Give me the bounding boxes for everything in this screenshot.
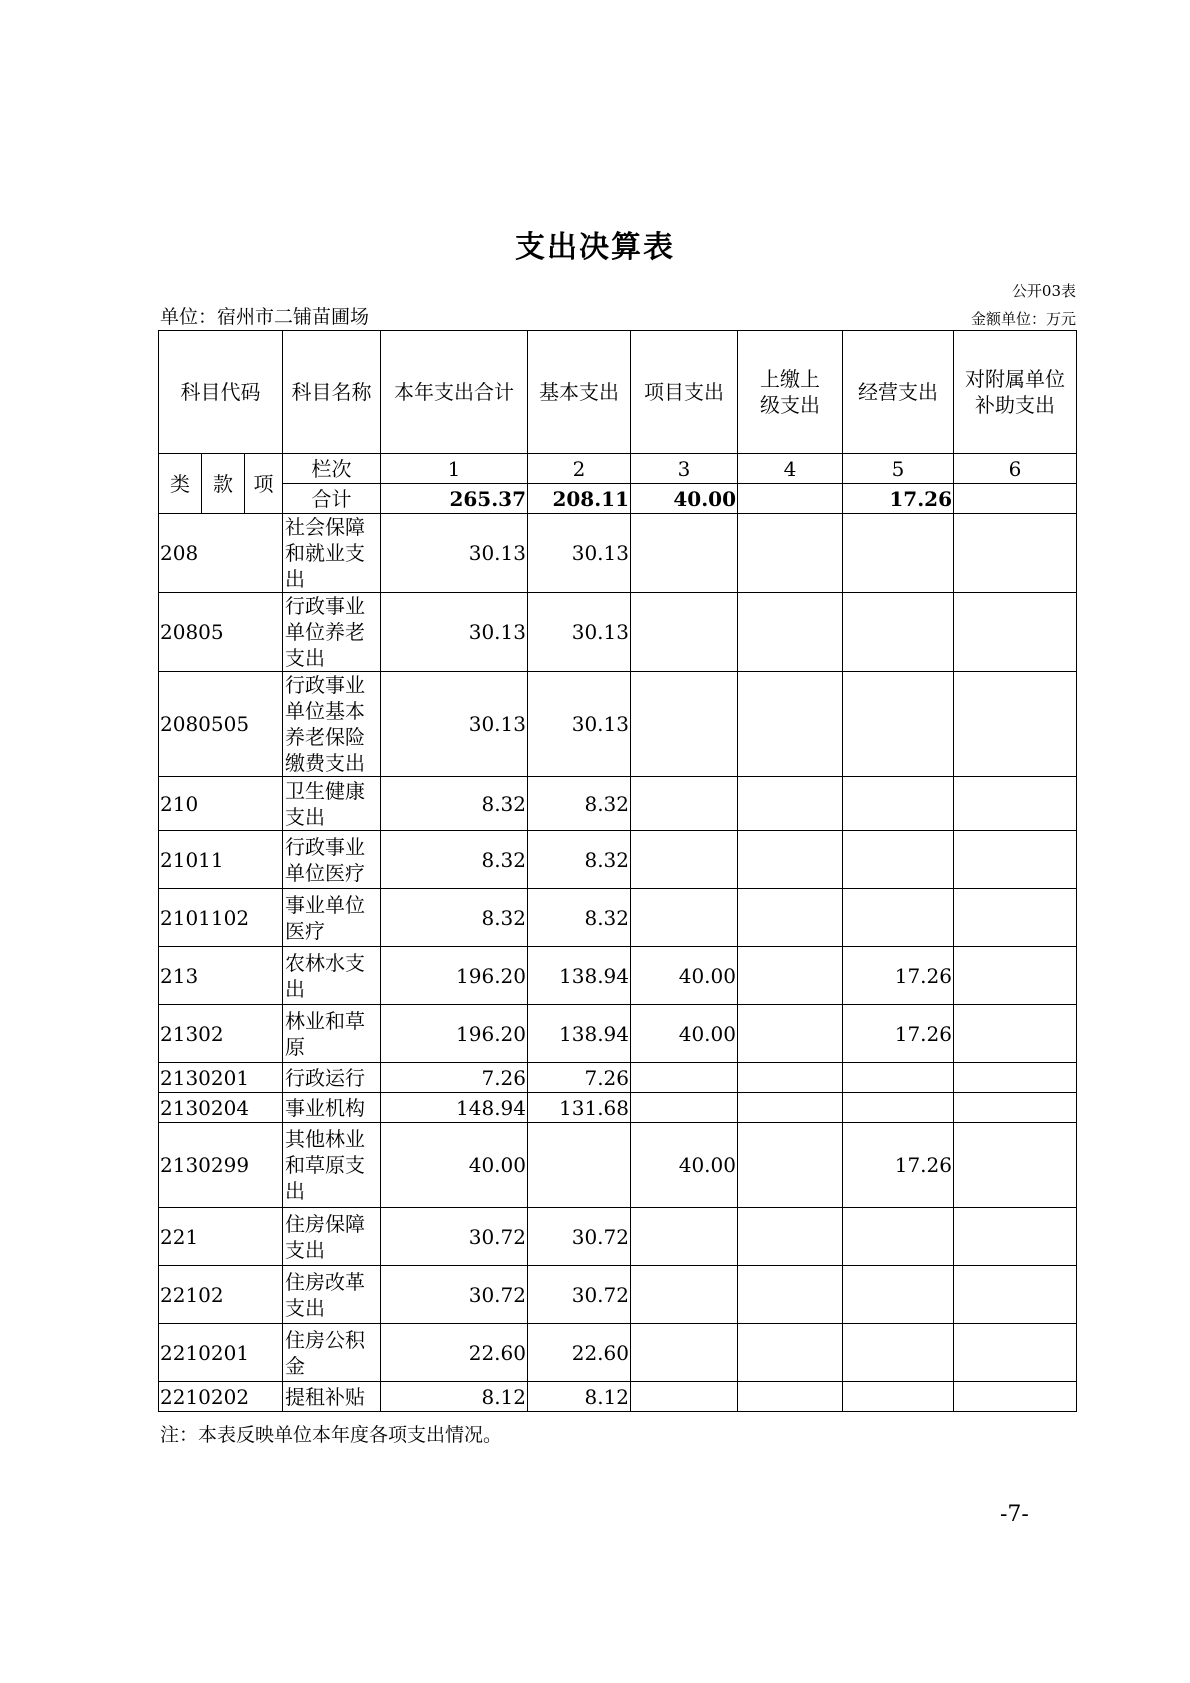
col-number-5: 5 — [843, 454, 954, 484]
row-business — [843, 889, 954, 947]
table-row — [159, 514, 1077, 593]
row-upper — [738, 1123, 843, 1208]
row-subsidy — [954, 1324, 1077, 1382]
header-kuan: 款 — [202, 454, 245, 514]
row-upper — [738, 1063, 843, 1093]
row-subsidy — [954, 1208, 1077, 1266]
row-subsidy — [954, 947, 1077, 1005]
unit-label: 单位：宿州市二铺苗圃场 — [160, 306, 370, 328]
row-project — [631, 1382, 738, 1412]
row-total: 30.13 — [381, 514, 528, 593]
row-code: 21011 — [159, 831, 283, 889]
row-name: 农林水支出 — [283, 947, 381, 1005]
row-upper — [738, 1208, 843, 1266]
header-upper: 上缴上级支出 — [738, 331, 843, 454]
row-name: 住房改革支出 — [283, 1266, 381, 1324]
table-row — [159, 593, 1077, 672]
table-row — [159, 1063, 1077, 1093]
form-code: 公开03表 — [1011, 282, 1076, 300]
row-name: 其他林业和草原支出 — [283, 1123, 381, 1208]
row-total: 40.00 — [381, 1123, 528, 1208]
col-number-4: 4 — [738, 454, 843, 484]
table-row — [159, 1324, 1077, 1382]
table-row — [159, 1208, 1077, 1266]
row-upper — [738, 514, 843, 593]
row-business — [843, 514, 954, 593]
row-upper — [738, 593, 843, 672]
table-row — [159, 672, 1077, 777]
header-code: 科目代码 — [159, 331, 283, 454]
row-basic: 8.32 — [528, 831, 631, 889]
row-business — [843, 593, 954, 672]
row-code: 2080505 — [159, 672, 283, 777]
row-name: 社会保障和就业支出 — [283, 514, 381, 593]
row-total: 30.13 — [381, 672, 528, 777]
row-upper — [738, 947, 843, 1005]
row-code: 2210202 — [159, 1382, 283, 1412]
row-basic — [528, 1123, 631, 1208]
row-total: 8.32 — [381, 831, 528, 889]
row-code: 21302 — [159, 1005, 283, 1063]
row-code: 22102 — [159, 1266, 283, 1324]
row-project: 40.00 — [631, 947, 738, 1005]
table-row — [159, 889, 1077, 947]
row-code: 20805 — [159, 593, 283, 672]
page-number: -7- — [1000, 1502, 1029, 1527]
total-project: 40.00 — [631, 484, 738, 514]
header-name: 科目名称 — [283, 331, 381, 454]
row-upper — [738, 672, 843, 777]
row-business — [843, 1063, 954, 1093]
row-project — [631, 514, 738, 593]
row-business — [843, 1093, 954, 1123]
table-row — [159, 831, 1077, 889]
row-total: 196.20 — [381, 1005, 528, 1063]
row-total: 30.72 — [381, 1208, 528, 1266]
total-sum: 265.37 — [381, 484, 528, 514]
row-business — [843, 1324, 954, 1382]
row-business: 17.26 — [843, 947, 954, 1005]
row-subsidy — [954, 1123, 1077, 1208]
row-project — [631, 593, 738, 672]
header-project: 项目支出 — [631, 331, 738, 454]
row-basic: 138.94 — [528, 1005, 631, 1063]
header-heji: 合计 — [283, 484, 381, 514]
row-total: 8.12 — [381, 1382, 528, 1412]
row-code: 2101102 — [159, 889, 283, 947]
row-basic: 7.26 — [528, 1063, 631, 1093]
row-name: 住房公积金 — [283, 1324, 381, 1382]
row-upper — [738, 1324, 843, 1382]
row-upper — [738, 1093, 843, 1123]
row-total: 7.26 — [381, 1063, 528, 1093]
row-code: 210 — [159, 777, 283, 831]
total-business: 17.26 — [843, 484, 954, 514]
row-total: 30.13 — [381, 593, 528, 672]
row-business — [843, 1382, 954, 1412]
row-subsidy — [954, 1266, 1077, 1324]
row-basic: 30.13 — [528, 593, 631, 672]
row-subsidy — [954, 1005, 1077, 1063]
row-basic: 30.72 — [528, 1208, 631, 1266]
row-subsidy — [954, 777, 1077, 831]
table-row — [159, 1123, 1077, 1208]
row-project — [631, 1208, 738, 1266]
row-project: 40.00 — [631, 1123, 738, 1208]
row-name: 卫生健康支出 — [283, 777, 381, 831]
row-basic: 138.94 — [528, 947, 631, 1005]
row-project — [631, 672, 738, 777]
col-number-2: 2 — [528, 454, 631, 484]
row-project — [631, 777, 738, 831]
row-name: 事业单位医疗 — [283, 889, 381, 947]
row-code: 2130204 — [159, 1093, 283, 1123]
total-basic: 208.11 — [528, 484, 631, 514]
row-basic: 8.32 — [528, 777, 631, 831]
header-subsidy: 对附属单位补助支出 — [954, 331, 1077, 454]
row-project — [631, 1266, 738, 1324]
row-total: 22.60 — [381, 1324, 528, 1382]
header-business: 经营支出 — [843, 331, 954, 454]
header-total: 本年支出合计 — [381, 331, 528, 454]
table-row — [159, 1005, 1077, 1063]
row-code: 213 — [159, 947, 283, 1005]
row-business — [843, 672, 954, 777]
row-subsidy — [954, 831, 1077, 889]
table-row — [159, 777, 1077, 831]
row-subsidy — [954, 889, 1077, 947]
row-name: 行政事业单位基本养老保险缴费支出 — [283, 672, 381, 777]
row-name: 住房保障支出 — [283, 1208, 381, 1266]
col-number-6: 6 — [954, 454, 1077, 484]
header-xiang: 项 — [245, 454, 283, 514]
page-title: 支出决算表 — [515, 230, 675, 265]
row-upper — [738, 831, 843, 889]
row-upper — [738, 1382, 843, 1412]
row-name: 林业和草原 — [283, 1005, 381, 1063]
row-business — [843, 1208, 954, 1266]
header-lei: 类 — [159, 454, 202, 514]
row-name: 行政事业单位养老支出 — [283, 593, 381, 672]
row-subsidy — [954, 514, 1077, 593]
row-basic: 30.13 — [528, 672, 631, 777]
row-project — [631, 1324, 738, 1382]
row-total: 30.72 — [381, 1266, 528, 1324]
table-note: 注：本表反映单位本年度各项支出情况。 — [160, 1424, 503, 1446]
row-basic: 30.13 — [528, 514, 631, 593]
row-code: 2210201 — [159, 1324, 283, 1382]
row-project — [631, 889, 738, 947]
row-upper — [738, 777, 843, 831]
row-upper — [738, 1005, 843, 1063]
row-subsidy — [954, 593, 1077, 672]
table-row — [159, 1266, 1077, 1324]
row-code: 208 — [159, 514, 283, 593]
row-code: 2130201 — [159, 1063, 283, 1093]
amount-unit: 金额单位：万元 — [970, 310, 1076, 328]
row-basic: 8.12 — [528, 1382, 631, 1412]
row-code: 2130299 — [159, 1123, 283, 1208]
row-subsidy — [954, 1093, 1077, 1123]
row-code: 221 — [159, 1208, 283, 1266]
row-upper — [738, 889, 843, 947]
row-total: 148.94 — [381, 1093, 528, 1123]
col-number-3: 3 — [631, 454, 738, 484]
table-row — [159, 1382, 1077, 1412]
row-project — [631, 1093, 738, 1123]
row-basic: 30.72 — [528, 1266, 631, 1324]
row-business — [843, 831, 954, 889]
col-number-1: 1 — [381, 454, 528, 484]
row-subsidy — [954, 1063, 1077, 1093]
row-project — [631, 831, 738, 889]
row-upper — [738, 1266, 843, 1324]
row-business: 17.26 — [843, 1123, 954, 1208]
table-row — [159, 947, 1077, 1005]
expenditure-table — [158, 330, 1077, 1412]
total-upper — [738, 484, 843, 514]
row-total: 8.32 — [381, 777, 528, 831]
header-basic: 基本支出 — [528, 331, 631, 454]
row-project: 40.00 — [631, 1005, 738, 1063]
table-row — [159, 1093, 1077, 1123]
row-total: 8.32 — [381, 889, 528, 947]
row-subsidy — [954, 672, 1077, 777]
row-project — [631, 1063, 738, 1093]
header-lanci: 栏次 — [283, 454, 381, 484]
total-subsidy — [954, 484, 1077, 514]
row-business: 17.26 — [843, 1005, 954, 1063]
row-basic: 131.68 — [528, 1093, 631, 1123]
row-business — [843, 777, 954, 831]
row-subsidy — [954, 1382, 1077, 1412]
row-name: 行政运行 — [283, 1063, 381, 1093]
row-total: 196.20 — [381, 947, 528, 1005]
row-basic: 22.60 — [528, 1324, 631, 1382]
row-name: 行政事业单位医疗 — [283, 831, 381, 889]
row-business — [843, 1266, 954, 1324]
row-name: 事业机构 — [283, 1093, 381, 1123]
row-basic: 8.32 — [528, 889, 631, 947]
row-name: 提租补贴 — [283, 1382, 381, 1412]
